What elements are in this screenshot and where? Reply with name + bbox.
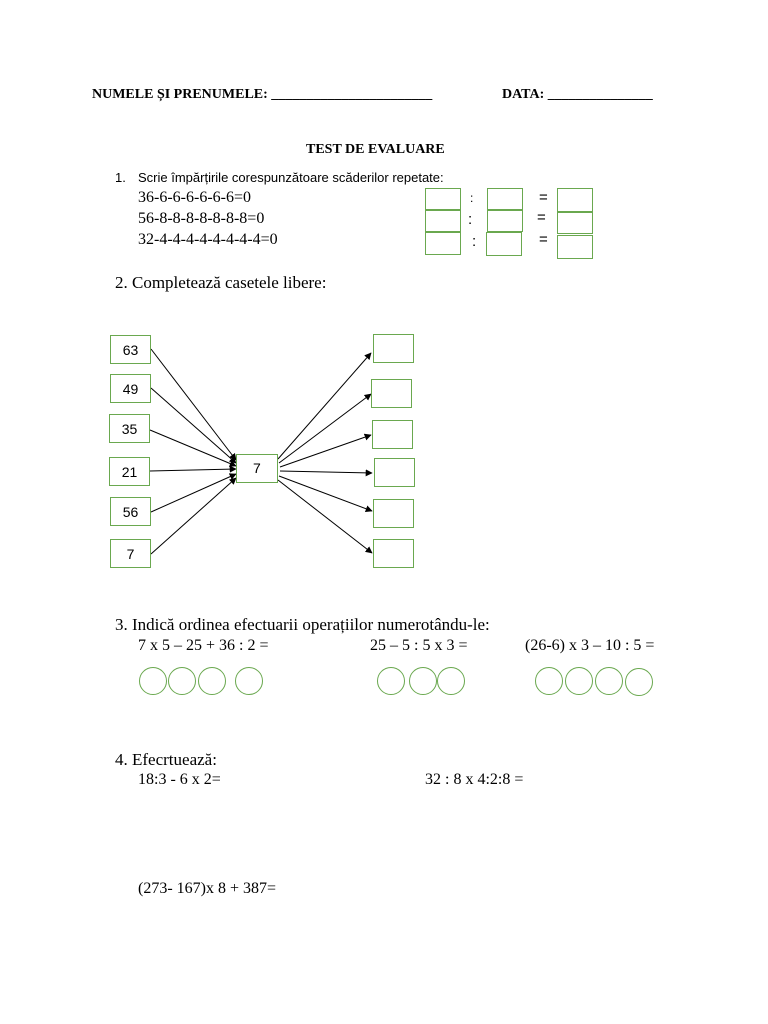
ex3-order-circle[interactable] <box>437 667 465 695</box>
ex1-eq-sign-3: = <box>539 231 548 248</box>
arrow-49-to-7 <box>151 388 236 463</box>
ex1-number: 1. <box>115 170 126 185</box>
ex3-instruction: 3. Indică ordinea efectuarii operațiilor numerotându-le: <box>115 615 490 634</box>
ex2-left-box-56: 56 <box>110 497 151 526</box>
ex2-left-box-49: 49 <box>110 374 151 403</box>
arrow-7-to-box-1 <box>278 353 371 459</box>
ex3-order-circle[interactable] <box>235 667 263 695</box>
ex2-left-box-63: 63 <box>110 335 151 364</box>
ex3-order-circle[interactable] <box>139 667 167 695</box>
ex3-order-circle[interactable] <box>377 667 405 695</box>
ex3-order-circle[interactable] <box>625 668 653 696</box>
ex4-expression-3: (273- 167)x 8 + 387= <box>138 880 277 897</box>
arrow-56-to-7 <box>151 474 236 512</box>
ex2-answer-box-1[interactable] <box>373 334 414 363</box>
ex2-answer-box-6[interactable] <box>373 539 414 568</box>
arrow-7-to-box-4 <box>280 471 372 473</box>
ex1-line-3: 32-4-4-4-4-4-4-4-4=0 <box>138 231 278 248</box>
ex1-eq-sign-1: = <box>539 189 548 206</box>
arrow-21-to-7 <box>150 469 236 471</box>
ex4-expression-2: 32 : 8 x 4:2:8 = <box>425 771 524 788</box>
ex2-answer-box-3[interactable] <box>372 420 413 449</box>
arrow-35-to-7 <box>150 430 236 466</box>
ex3-order-circle[interactable] <box>198 667 226 695</box>
ex2-left-box-7: 7 <box>110 539 151 568</box>
arrow-7-to-box-5 <box>279 476 372 511</box>
ex3-order-circle[interactable] <box>409 667 437 695</box>
ex3-order-circle[interactable] <box>595 667 623 695</box>
arrow-63-to-7 <box>151 349 236 460</box>
ex1-div-sign-1: : <box>470 191 474 205</box>
ex3-expression-3: (26-6) x 3 – 10 : 5 = <box>525 637 655 654</box>
ex1-line-2: 56-8-8-8-8-8-8-8=0 <box>138 210 265 227</box>
ex1-div-sign-3: : <box>472 233 477 250</box>
ex2-answer-box-4[interactable] <box>374 458 415 487</box>
ex3-expression-2: 25 – 5 : 5 x 3 = <box>370 637 468 654</box>
ex1-div-sign-2: : <box>468 211 473 228</box>
ex3-order-circle[interactable] <box>535 667 563 695</box>
ex4-expression-1: 18:3 - 6 x 2= <box>138 771 221 788</box>
ex4-instruction: 4. Efecrtuează: <box>115 750 217 769</box>
ex1-line-1: 36-6-6-6-6-6-6=0 <box>138 189 251 206</box>
ex2-center-box: 7 <box>236 454 278 483</box>
ex3-expression-1: 7 x 5 – 25 + 36 : 2 = <box>138 637 269 654</box>
arrow-7-to-box-6 <box>278 480 372 553</box>
ex2-answer-box-2[interactable] <box>371 379 412 408</box>
ex2-answer-box-5[interactable] <box>373 499 414 528</box>
page-title: TEST DE EVALUARE <box>306 142 445 157</box>
arrow-7-to-7 <box>151 478 236 554</box>
ex2-left-box-35: 35 <box>109 414 150 443</box>
name-label: NUMELE ȘI PRENUMELE: _______________________ <box>92 87 433 102</box>
ex3-order-circle[interactable] <box>168 667 196 695</box>
ex2-instruction: 2. Completează casetele libere: <box>115 273 327 292</box>
date-label: DATA: _______________ <box>502 87 653 102</box>
ex1-eq-sign-2: = <box>537 209 546 226</box>
ex2-left-box-21: 21 <box>109 457 150 486</box>
arrow-7-to-box-2 <box>279 394 371 463</box>
ex1-instruction: Scrie împărțirile corespunzătoare scăderilor repetate: <box>138 170 444 185</box>
ex3-order-circle[interactable] <box>565 667 593 695</box>
arrow-7-to-box-3 <box>280 435 371 467</box>
